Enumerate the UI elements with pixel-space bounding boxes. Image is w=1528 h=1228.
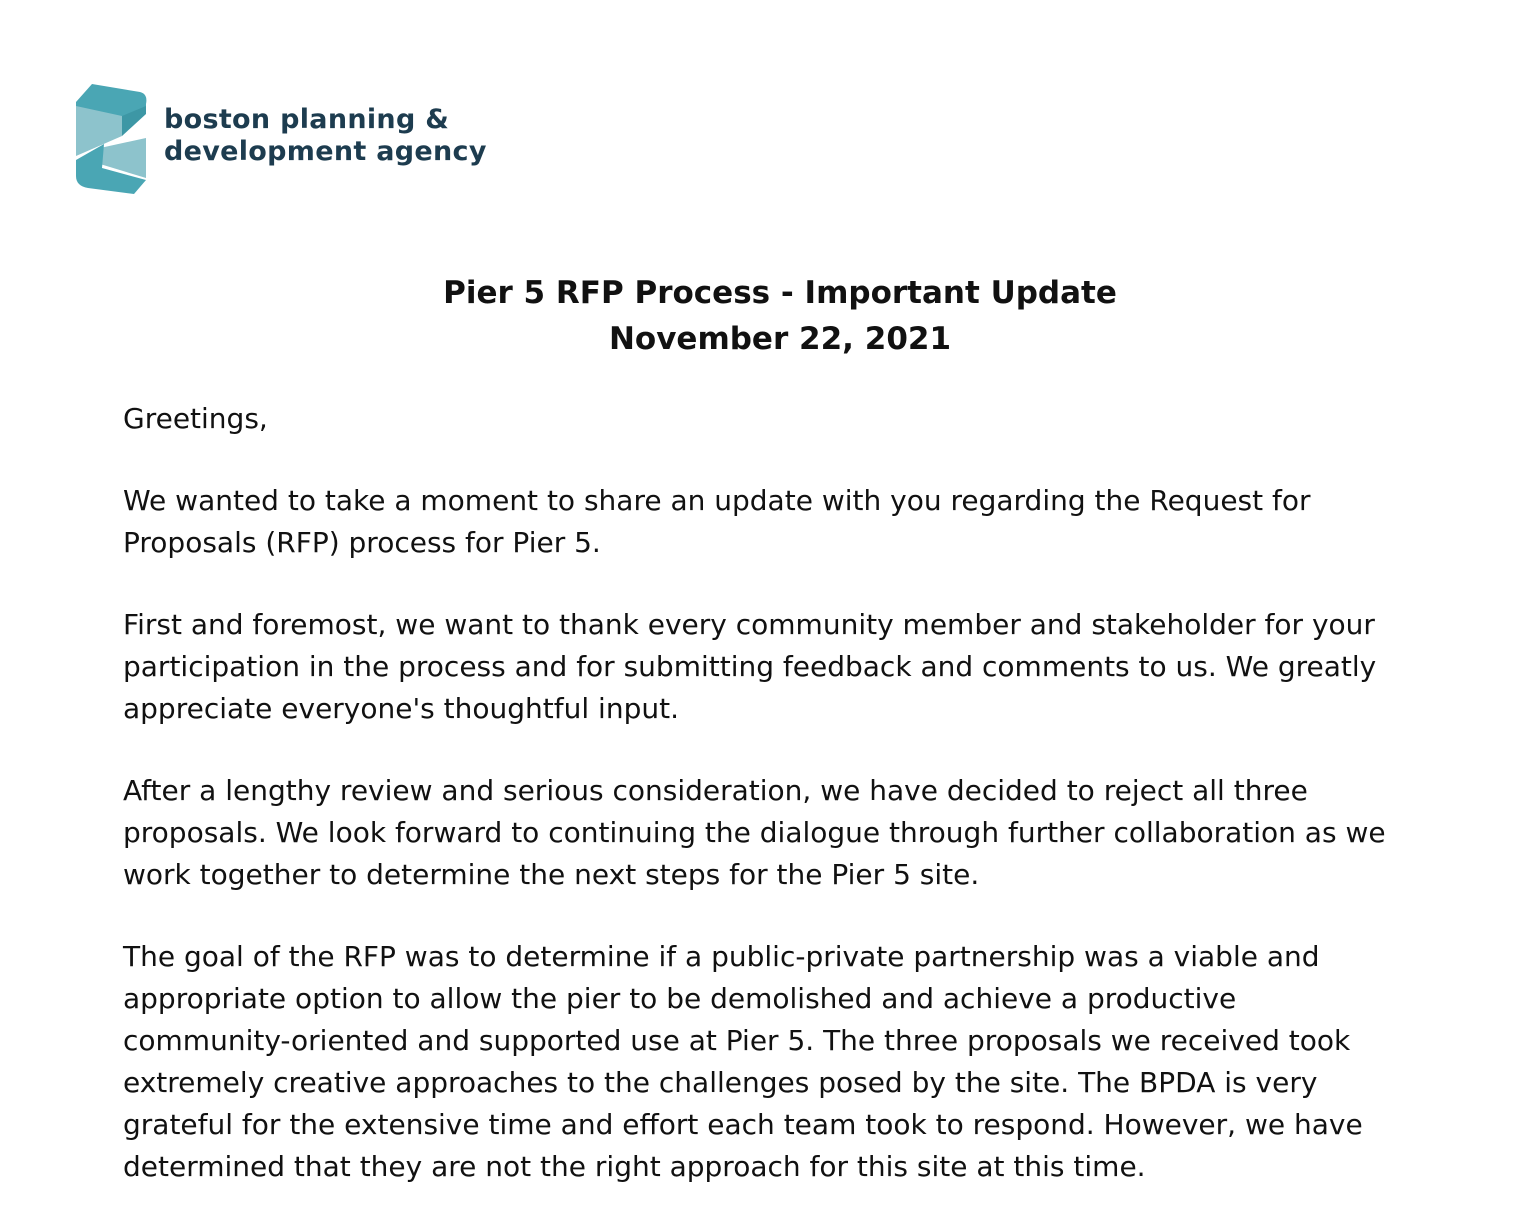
text-line: appreciate everyone's thoughtful input. — [123, 692, 679, 725]
paragraph-decision — [123, 770, 1386, 896]
text-line: appropriate option to allow the pier to be demolished and achieve a productive — [123, 982, 1237, 1015]
document-title — [0, 270, 1528, 362]
greeting: Greetings, — [123, 402, 268, 435]
title-date: November 22, 2021 — [608, 321, 952, 357]
title-heading: Pier 5 RFP Process - Important Update — [443, 275, 1117, 311]
text-line: grateful for the extensive time and effort each team took to respond. However, we have — [123, 1108, 1363, 1141]
paragraph-update — [123, 480, 1386, 564]
text-line: We wanted to take a moment to share an update with you regarding the Request for — [123, 484, 1311, 517]
text-line: participation in the process and for submitting feedback and comments to us. We greatly — [123, 650, 1377, 683]
paragraph-thanks — [123, 604, 1386, 730]
text-line: proposals. We look forward to continuing the dialogue through further collaboration as we — [123, 816, 1386, 849]
bpda-logo-mark-icon — [74, 84, 150, 196]
text-line: determined that they are not the right approach for this site at this time. — [123, 1150, 1146, 1183]
text-line: After a lengthy review and serious consideration, we have decided to reject all three — [123, 774, 1308, 807]
text-line: work together to determine the next steps for the Pier 5 site. — [123, 858, 980, 891]
letter-body — [123, 398, 1386, 1228]
paragraph-goal — [123, 936, 1386, 1188]
bpda-logo — [74, 84, 494, 196]
logo-line-1: boston planning & — [164, 104, 450, 135]
logo-text — [164, 104, 487, 168]
logo-line-2: development agency — [164, 136, 487, 167]
text-line: community-oriented and supported use at Pier 5. The three proposals we received took — [123, 1024, 1351, 1057]
text-line: extremely creative approaches to the challenges posed by the site. The BPDA is very — [123, 1066, 1318, 1099]
text-line: Proposals (RFP) process for Pier 5. — [123, 526, 601, 559]
text-line: The goal of the RFP was to determine if a public-private partnership was a viable and — [123, 940, 1320, 973]
text-line: First and foremost, we want to thank every community member and stakeholder for your — [123, 608, 1375, 641]
